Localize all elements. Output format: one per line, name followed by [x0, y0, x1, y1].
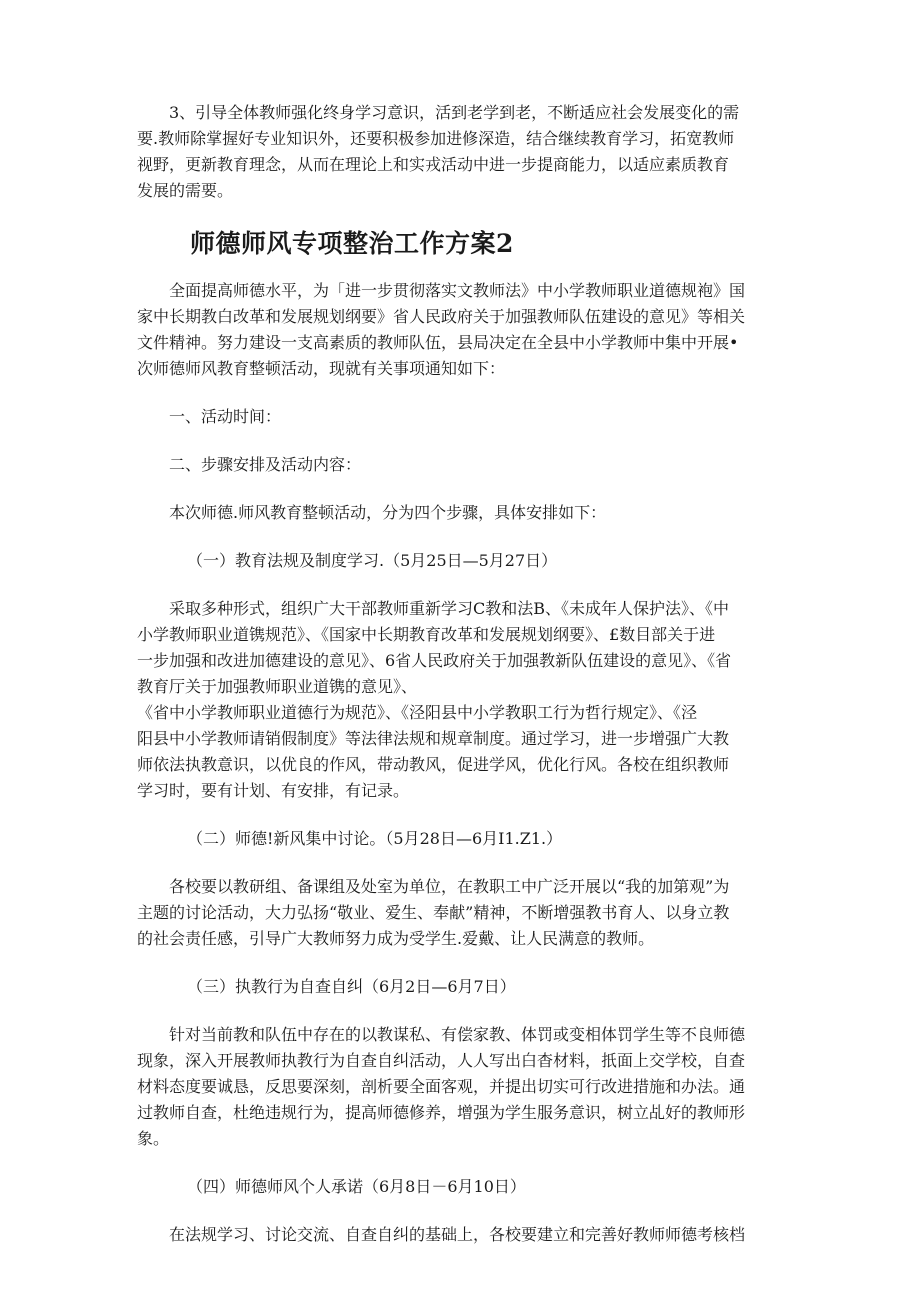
document-title: 师德师风专项整治工作方案2 — [190, 229, 514, 258]
step1-line: 师依法执教意识，以优良的作风，带动教风，促进学风，优化行风。各校在组织教师 — [137, 755, 730, 774]
step1-heading: （一）教育法规及制度学习.（5月25日—5月27日） — [187, 551, 558, 570]
step1-line: 小学教师职业道镌规范》、《国家中长期教育改革和发展规划纲要》、£数目部关于进 — [137, 625, 716, 644]
step2-line: 各校要以教研组、备课组及处室为单位，在教职工中广泛开展以“我的加第观”为 — [169, 877, 730, 896]
step4-heading: （四）师德师风个人承诺（6月8日－6月10日） — [187, 1177, 526, 1196]
step2-heading: （二）师德!新风集中讨论。（5月28日—6月I1.Z1.） — [187, 829, 563, 848]
lead-line: 文件精神。努力建设一支高素质的教师队伍，县局决定在全县中小学教师中集中开展• — [137, 333, 739, 352]
step2-line: 的社会责任感，引导广大教师努力成为受学生.爱戴、让人民满意的教师。 — [137, 929, 655, 948]
step1-line: 学习时，要有计划、有安排，有记录。 — [137, 781, 410, 800]
intro-line: 3、引导全体教师强化终身学习意识，活到老学到老，不断适应社会发展变化的需 — [169, 103, 740, 122]
lead-paragraph — [137, 278, 787, 382]
step2-paragraph — [137, 874, 787, 952]
lead-line: 家中长期教白改革和发展规划纲要》省人民政府关于加强教师队伍建设的意见》等相关 — [137, 307, 746, 326]
step4-line: 在法规学习、讨论交流、自查自纠的基础上，各校要建立和完善好教师师德考核档 — [169, 1225, 746, 1244]
step1-line: 一步加强和改进加德建设的意见》、6省人民政府关于加强教新队伍建设的意见》、《省 — [137, 651, 732, 670]
section-heading-time: 一、活动时间： — [169, 407, 282, 426]
step3-line: 过教师自查，杜绝违规行为，提高师德修养，增强为学生服务意识，树立乩好的教师形 — [137, 1103, 746, 1122]
lead-line: 次师德师风教育整顿活动，现就有关事项通知如下： — [137, 359, 506, 378]
step4-paragraph — [137, 1222, 787, 1248]
step3-line: 现象，深入开展教师执教行为自查自纠活动，人人写出白杳材料，扺面上交学校，自查 — [137, 1051, 746, 1070]
intro-line: 要.教师除掌握好专业知识外，还要积极参加进修深造，结合继续教育学习，拓宽教师 — [137, 129, 735, 148]
section-heading-steps: 二、步骤安排及活动内容： — [169, 455, 362, 474]
step1-paragraph — [137, 596, 787, 804]
step3-line: 象。 — [137, 1129, 170, 1148]
step1-line: 阳县中小学教师请销假制度》等法律法规和规章制度。通过学习，进一步增强广大教 — [137, 729, 730, 748]
document-page — [137, 100, 787, 1248]
steps-overview: 本次师德.师风教育整顿活动，分为四个步骤，具体安排如下： — [169, 503, 607, 522]
intro-line: 发展的需要。 — [137, 181, 234, 200]
intro-line: 视野，更新教育理念，从而在理论上和实戎活动中进一步提商能力，以适应素质教育 — [137, 155, 730, 174]
intro-paragraph — [137, 100, 787, 204]
step3-line: 材料态度要诚恳，反思要深刻，剖析要全面客观，并提出切实可行改进措施和办法。通 — [137, 1077, 746, 1096]
lead-line: 全面提高师德水平，为「进一步贯彻落实文教师法》中小学教师职业道德规袍》国 — [169, 281, 746, 300]
step2-line: 主题的讨论活动，大力弘扬“敬业、爱生、奉献”精神，不断增强教书育人、以身立教 — [137, 903, 730, 922]
step1-line: 采取多种形式，组织广大干部教师重新学习C教和法B、《未成年人保护法》、《中 — [169, 599, 730, 618]
step3-line: 针对当前教和队伍中存在的以教谋私、有偿家教、体罚或变相体罚学生等不良师德 — [169, 1025, 746, 1044]
step3-paragraph — [137, 1022, 787, 1152]
step1-line: 教育厅关于加强教师职业道镌的意见》、 — [137, 677, 418, 696]
step3-heading: （三）执教行为自查自纠（6月2日—6月7日） — [187, 977, 516, 996]
step1-line: 《省中小学教师职业道德行为规范》、《泾阳县中小学教职工行为哲行规定》、《泾 — [137, 703, 698, 722]
